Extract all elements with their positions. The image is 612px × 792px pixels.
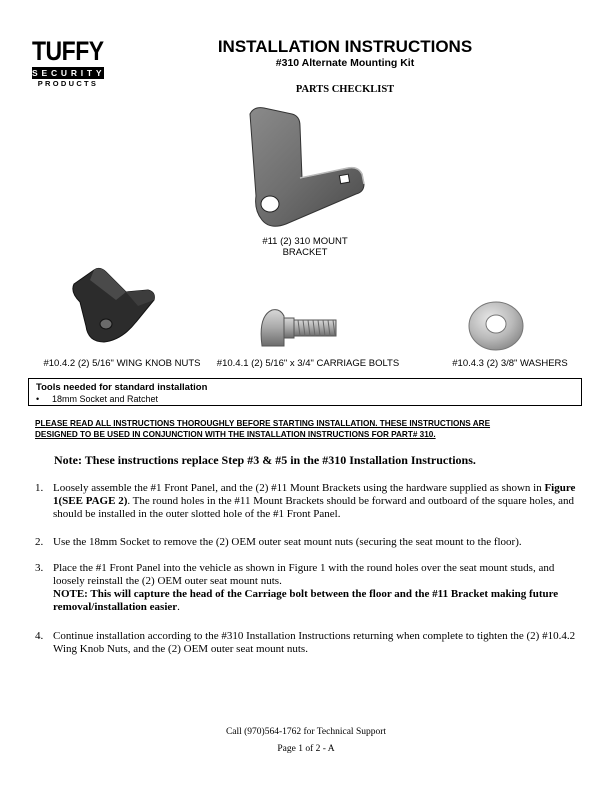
mount-bracket-image bbox=[240, 104, 370, 234]
step-3-note-end: . bbox=[177, 601, 180, 613]
step-3-note: NOTE: This will capture the head of the Carriage bolt between the floor and the #11 Bracket making future removal/installation easier bbox=[53, 588, 559, 613]
step-2 bbox=[35, 536, 585, 549]
tools-needed-box bbox=[28, 378, 582, 406]
step-number: 1. bbox=[35, 482, 44, 494]
warning-line2: DESIGNED TO BE USED IN CONJUNCTION WITH THE INSTALLATION INSTRUCTIONS FOR PART# 310. bbox=[35, 430, 436, 439]
bullet-icon: • bbox=[36, 394, 40, 404]
bracket-caption-line1: #11 (2) 310 MOUNT bbox=[262, 236, 348, 247]
page-number: Page 1 of 2 - A bbox=[277, 744, 335, 754]
wing-knob-image bbox=[66, 266, 160, 350]
step-1 bbox=[35, 482, 585, 521]
step-1-text-a: Loosely assemble the #1 Front Panel, and the (2) #11 Mount Brackets using the hardware supplied as shown in bbox=[53, 482, 545, 494]
bracket-caption-line2: BRACKET bbox=[282, 247, 328, 258]
step-3 bbox=[35, 562, 585, 614]
logo-wordmark: TUFFY bbox=[32, 35, 104, 66]
tuffy-logo bbox=[32, 37, 106, 93]
figure-reference: Figure 1(SEE PAGE 2) bbox=[53, 482, 576, 507]
carriage-bolt-caption: #10.4.1 (2) 5/16" x 3/4" CARRIAGE BOLTS bbox=[216, 358, 400, 369]
step-4 bbox=[35, 630, 585, 656]
warning-line1: PLEASE READ ALL INSTRUCTIONS THOROUGHLY BEFORE STARTING INSTALLATION. THESE INSTRUCTIONS ARE bbox=[35, 419, 491, 428]
step-1-text-c: . The round holes in the #11 Mount Brackets should be forward and outboard of the square holes, and should be installed in the outer slotted hole of the #1 Front Panel. bbox=[53, 495, 574, 520]
carriage-bolt-image bbox=[258, 306, 340, 348]
step-number: 2. bbox=[35, 536, 44, 548]
page-title: INSTALLATION INSTRUCTIONS bbox=[217, 37, 473, 56]
step-number: 3. bbox=[35, 562, 44, 574]
parts-checklist-heading: PARTS CHECKLIST bbox=[295, 84, 395, 95]
logo-security-bar: SECURITY bbox=[32, 68, 106, 78]
tools-list-item bbox=[36, 394, 158, 404]
step-3-text: Place the #1 Front Panel into the vehicle as shown in Figure 1 with the round holes over the seat mount studs, and loosely reinstall the (2) OEM outer seat mount nuts. bbox=[53, 562, 555, 587]
page-subtitle: #310 Alternate Mounting Kit bbox=[275, 57, 415, 69]
tools-item-text: 18mm Socket and Ratchet bbox=[52, 394, 159, 404]
step-2-text: Use the 18mm Socket to remove the (2) OEM outer seat mount nuts (securing the seat mount to the floor). bbox=[53, 536, 522, 548]
washer-caption: #10.4.3 (2) 3/8" WASHERS bbox=[452, 358, 568, 369]
replacement-note: Note: These instructions replace Step #3 & #5 in the #310 Installation Instructions. bbox=[54, 453, 476, 467]
step-4-text: Continue installation according to the #310 Installation Instructions returning when complete to tighten the (2) #10.4.2 Wing Knob Nuts, and the (2) OEM outer seat mount nuts. bbox=[53, 630, 576, 655]
tools-title: Tools needed for standard installation bbox=[36, 382, 208, 393]
wing-knob-caption: #10.4.2 (2) 5/16" WING KNOB NUTS bbox=[43, 358, 201, 369]
step-number: 4. bbox=[35, 630, 44, 642]
read-instructions-warning bbox=[35, 418, 565, 440]
logo-products-text: PRODUCTS bbox=[37, 79, 99, 88]
washer-image bbox=[466, 300, 526, 352]
bracket-caption bbox=[230, 236, 380, 258]
technical-support-line: Call (970)564-1762 for Technical Support bbox=[225, 727, 387, 737]
